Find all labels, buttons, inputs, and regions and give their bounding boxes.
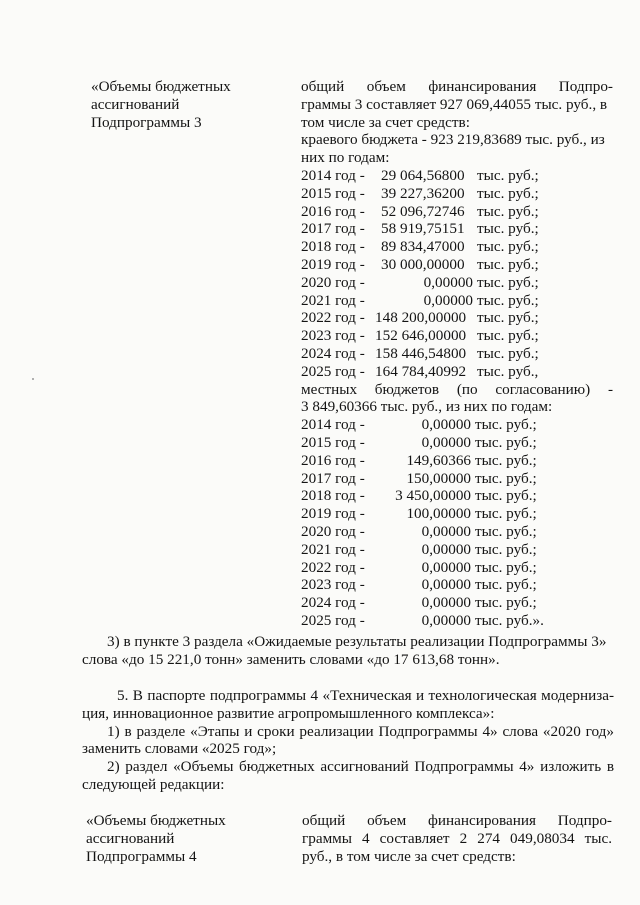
year-row	[301, 345, 613, 363]
label-line: «Объемы бюджетных	[86, 812, 226, 829]
local-line: местных бюджетов (по согласованию) -	[301, 380, 613, 398]
amount-value: 152 646,00000	[375, 327, 467, 345]
year-label: 2022 год -	[301, 309, 365, 327]
amount-value: 52 096,72746	[381, 202, 465, 220]
unit-label: тыс. руб.;	[475, 416, 537, 434]
unit-label: тыс. руб.;	[475, 451, 537, 469]
year-row	[301, 594, 613, 612]
paragraph-line: слова «до 15 221,0 тонн» заменить словами «до 17 613,68 тонн».	[82, 650, 500, 668]
amount-value: 0,00000	[421, 558, 471, 576]
unit-label: тыс. руб.;	[477, 255, 539, 273]
year-row	[301, 238, 613, 256]
budget-content-subprogram-4	[302, 812, 612, 865]
unit-label: тыс. руб.;	[477, 309, 539, 327]
unit-label: тыс. руб.;	[475, 505, 537, 523]
amount-value: 0,00000	[421, 416, 471, 434]
unit-label: тыс. руб.;	[477, 291, 539, 309]
amount-value: 0,00000	[421, 611, 471, 629]
budget-label-subprogram-4	[86, 812, 276, 865]
intro-line: граммы 4 составляет 2 274 049,08034 тыс.	[302, 829, 612, 847]
year-row	[301, 576, 613, 594]
year-label: 2018 год -	[301, 238, 365, 256]
unit-label: тыс. руб.;	[475, 522, 537, 540]
amount-value: 164 784,40992	[375, 362, 467, 380]
amount-value: 89 834,47000	[381, 238, 465, 256]
unit-label: тыс. руб.;	[477, 238, 539, 256]
local-years-list	[301, 416, 613, 630]
paragraph-line: 1) в разделе «Этапы и сроки реализации Подпрограммы 4» слова «2020 год»	[107, 722, 614, 740]
paragraph-line: ция, инновационное развитие агропромышленного комплекса»:	[82, 704, 495, 722]
year-label: 2017 год -	[301, 469, 365, 487]
amount-value: 0,00000	[421, 522, 471, 540]
amount-value: 150,00000	[406, 469, 471, 487]
year-label: 2024 год -	[301, 594, 365, 612]
year-label: 2020 год -	[301, 522, 365, 540]
year-row	[301, 559, 613, 577]
scan-speck	[32, 378, 34, 380]
year-row	[301, 167, 613, 185]
unit-label: тыс. руб.;	[475, 558, 537, 576]
year-row	[301, 487, 613, 505]
year-row	[301, 185, 613, 203]
year-label: 2016 год -	[301, 451, 365, 469]
unit-label: тыс. руб.;	[475, 487, 537, 505]
year-row	[301, 363, 613, 381]
year-row	[301, 434, 613, 452]
intro-line: них по годам:	[301, 149, 390, 167]
budget-content-subprogram-3	[301, 78, 613, 630]
unit-label: тыс. руб.;	[477, 220, 539, 238]
year-label: 2017 год -	[301, 220, 365, 238]
label-line: «Объемы бюджетных	[91, 78, 231, 95]
amount-value: 3 450,00000	[395, 487, 471, 505]
intro-line: краевого бюджета - 923 219,83689 тыс. руб., из	[301, 131, 605, 149]
year-label: 2021 год -	[301, 291, 365, 309]
intro-line: общий объем финансирования Подпро-	[301, 78, 613, 95]
year-label: 2018 год -	[301, 487, 365, 505]
year-row	[301, 416, 613, 434]
year-row	[301, 470, 613, 488]
year-label: 2016 год -	[301, 202, 365, 220]
unit-label: тыс. руб.».	[475, 611, 544, 629]
label-line: Подпрограммы 3	[91, 113, 202, 131]
unit-label: тыс. руб.;	[475, 576, 537, 594]
item-3-paragraph	[82, 633, 614, 669]
budget-label-subprogram-3	[91, 78, 281, 131]
amount-value: 30 000,00000	[381, 255, 465, 273]
unit-label: тыс. руб.;	[477, 166, 539, 184]
amount-value: 39 227,36200	[381, 184, 465, 202]
amount-value: 148 200,00000	[375, 309, 467, 327]
paragraph-line: следующей редакции:	[82, 775, 225, 793]
amount-value: 58 919,75151	[381, 220, 465, 238]
local-line: 3 849,60366 тыс. руб., из них по годам:	[301, 398, 553, 416]
year-row	[301, 292, 613, 310]
paragraph-line: 3) в пункте 3 раздела «Ожидаемые результаты реализации Подпрограммы 3»	[107, 633, 607, 650]
unit-label: тыс. руб.;	[477, 344, 539, 362]
year-label: 2014 год -	[301, 416, 365, 434]
unit-label: тыс. руб.,	[477, 362, 539, 380]
intro-line: общий объем финансирования Подпро-	[302, 812, 612, 829]
label-line: Подпрограммы 4	[86, 847, 197, 865]
amount-value: 0,00000	[423, 273, 473, 291]
unit-label: тыс. руб.;	[477, 273, 539, 291]
year-label: 2020 год -	[301, 273, 365, 291]
regional-years-list	[301, 167, 613, 381]
intro-line: граммы 3 составляет 927 069,44055 тыс. руб., в	[301, 95, 608, 113]
amount-value: 100,00000	[406, 505, 471, 523]
amount-value: 0,00000	[421, 594, 471, 612]
year-row	[301, 274, 613, 292]
paragraph-line: заменить словами «2025 год»;	[82, 740, 277, 758]
amount-value: 29 064,56800	[381, 166, 465, 184]
year-label: 2019 год -	[301, 255, 365, 273]
year-label: 2015 год -	[301, 433, 365, 451]
year-row	[301, 327, 613, 345]
amount-value: 0,00000	[421, 576, 471, 594]
year-label: 2025 год -	[301, 362, 365, 380]
amount-value: 0,00000	[423, 291, 473, 309]
year-label: 2025 год -	[301, 611, 365, 629]
amount-value: 149,60366	[406, 451, 471, 469]
year-label: 2023 год -	[301, 576, 365, 594]
amount-value: 158 446,54800	[375, 344, 467, 362]
amount-value: 0,00000	[421, 540, 471, 558]
unit-label: тыс. руб.;	[475, 433, 537, 451]
year-label: 2024 год -	[301, 344, 365, 362]
unit-label: тыс. руб.;	[477, 184, 539, 202]
unit-label: тыс. руб.;	[475, 540, 537, 558]
year-row	[301, 612, 613, 630]
unit-label: тыс. руб.;	[477, 202, 539, 220]
year-label: 2022 год -	[301, 558, 365, 576]
year-row	[301, 256, 613, 274]
year-label: 2015 год -	[301, 184, 365, 202]
year-row	[301, 505, 613, 523]
label-line: ассигнований	[86, 829, 175, 847]
amount-value: 0,00000	[421, 433, 471, 451]
year-label: 2014 год -	[301, 166, 365, 184]
year-row	[301, 523, 613, 541]
unit-label: тыс. руб.;	[475, 594, 537, 612]
paragraph-line: 5. В паспорте подпрограммы 4 «Техническая и технологическая модерниза-	[117, 687, 614, 704]
unit-label: тыс. руб.;	[475, 469, 537, 487]
item-5-paragraph	[82, 687, 614, 794]
intro-line: руб., в том числе за счет средств:	[302, 847, 516, 865]
year-row	[301, 541, 613, 559]
year-label: 2023 год -	[301, 327, 365, 345]
intro-line: том числе за счет средств:	[301, 113, 470, 131]
year-label: 2019 год -	[301, 505, 365, 523]
year-row	[301, 203, 613, 221]
label-line: ассигнований	[91, 95, 180, 113]
paragraph-line: 2) раздел «Объемы бюджетных ассигнований Подпрограммы 4» изложить в	[107, 758, 614, 776]
year-row	[301, 220, 613, 238]
unit-label: тыс. руб.;	[477, 327, 539, 345]
year-row	[301, 452, 613, 470]
year-row	[301, 309, 613, 327]
year-label: 2021 год -	[301, 540, 365, 558]
